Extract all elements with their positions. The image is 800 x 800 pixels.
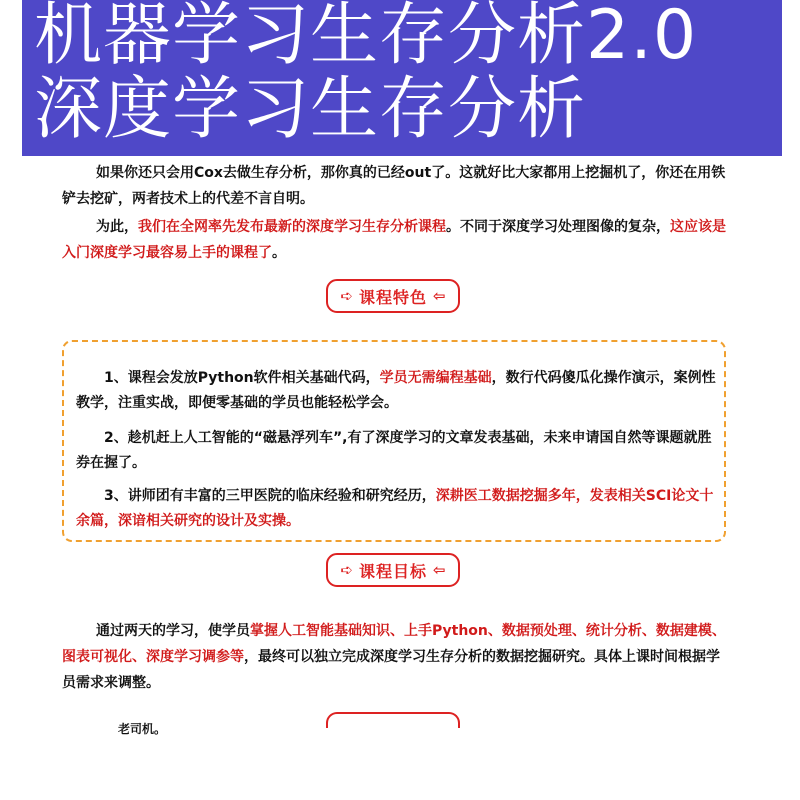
goal-text-a: 通过两天的学习，使学员 (96, 623, 250, 639)
section-heading-goals (326, 553, 460, 587)
title-banner (22, 0, 782, 156)
intro-p2-highlight-b: 这应该是入门深度学习最容易上手的课程了 (62, 219, 726, 261)
signature-text: 老司机。 (118, 722, 167, 736)
banner-title-line-2: 深度学习生存分析 (34, 70, 587, 149)
banner-title-line-1: 机器学习生存分析2.0 (34, 0, 698, 75)
section-heading-features (326, 279, 460, 313)
goal-highlight: 掌握人工智能基础知识、上手Python、数据预处理、统计分析、数据建模、图表可视化、深度学习调参等 (62, 623, 726, 665)
feature-1-highlight: 学员无需编程基础 (379, 370, 492, 386)
arrow-right-icon: ➪ (340, 561, 353, 579)
goal-text-b: ，最终可以独立完成深度学习生存分析的数据挖掘研究。具体上课时间根据学员需求来调整。 (62, 649, 720, 691)
feature-3-text: 3、讲师团有丰富的三甲医院的临床经验和研究经历， (104, 488, 436, 504)
goal-paragraph (62, 618, 730, 696)
feature-1-text-b: ，数行代码傻瓜化操作演示，案例性教学，注重实战，即便零基础的学员也能轻松学会。 (76, 370, 716, 411)
section-heading-partial (326, 712, 460, 728)
section-heading-goals-label: 课程目标 (358, 561, 427, 581)
intro-p2-text-b: 。不同于深度学习处理图像的复杂， (446, 219, 670, 235)
arrow-left-icon: ⇦ (433, 287, 446, 305)
feature-1-text-a: 1、课程会发放Python软件相关基础代码， (104, 370, 380, 386)
arrow-right-icon: ➪ (340, 287, 353, 305)
arrow-left-icon: ⇦ (433, 561, 446, 579)
intro-p2-highlight-a: 我们在全网率先发布最新的深度学习生存分析课程 (138, 219, 446, 235)
intro-p2-text-a: 为此， (96, 219, 138, 235)
section-heading-features-label: 课程特色 (358, 287, 427, 307)
feature-3-highlight: 深耕医工数据挖掘多年，发表相关SCI论文十余篇，深谙相关研究的设计及实操。 (76, 488, 714, 529)
intro-paragraph-2 (62, 214, 730, 266)
features-box (62, 340, 726, 542)
intro-p2-text-c: 。 (272, 245, 286, 261)
feature-item-3 (76, 484, 716, 534)
feature-item-2: 2、趁机赶上人工智能的“磁悬浮列车”,有了深度学习的文章发表基础，未来申请国自然等课题就胜券在握了。 (76, 430, 712, 471)
feature-item-1 (76, 366, 716, 416)
intro-paragraph-1: 如果你还只会用Cox去做生存分析，那你真的已经out了。这就好比大家都用上挖掘机了，你还在用铁铲去挖矿，两者技术上的代差不言自明。 (62, 165, 726, 207)
